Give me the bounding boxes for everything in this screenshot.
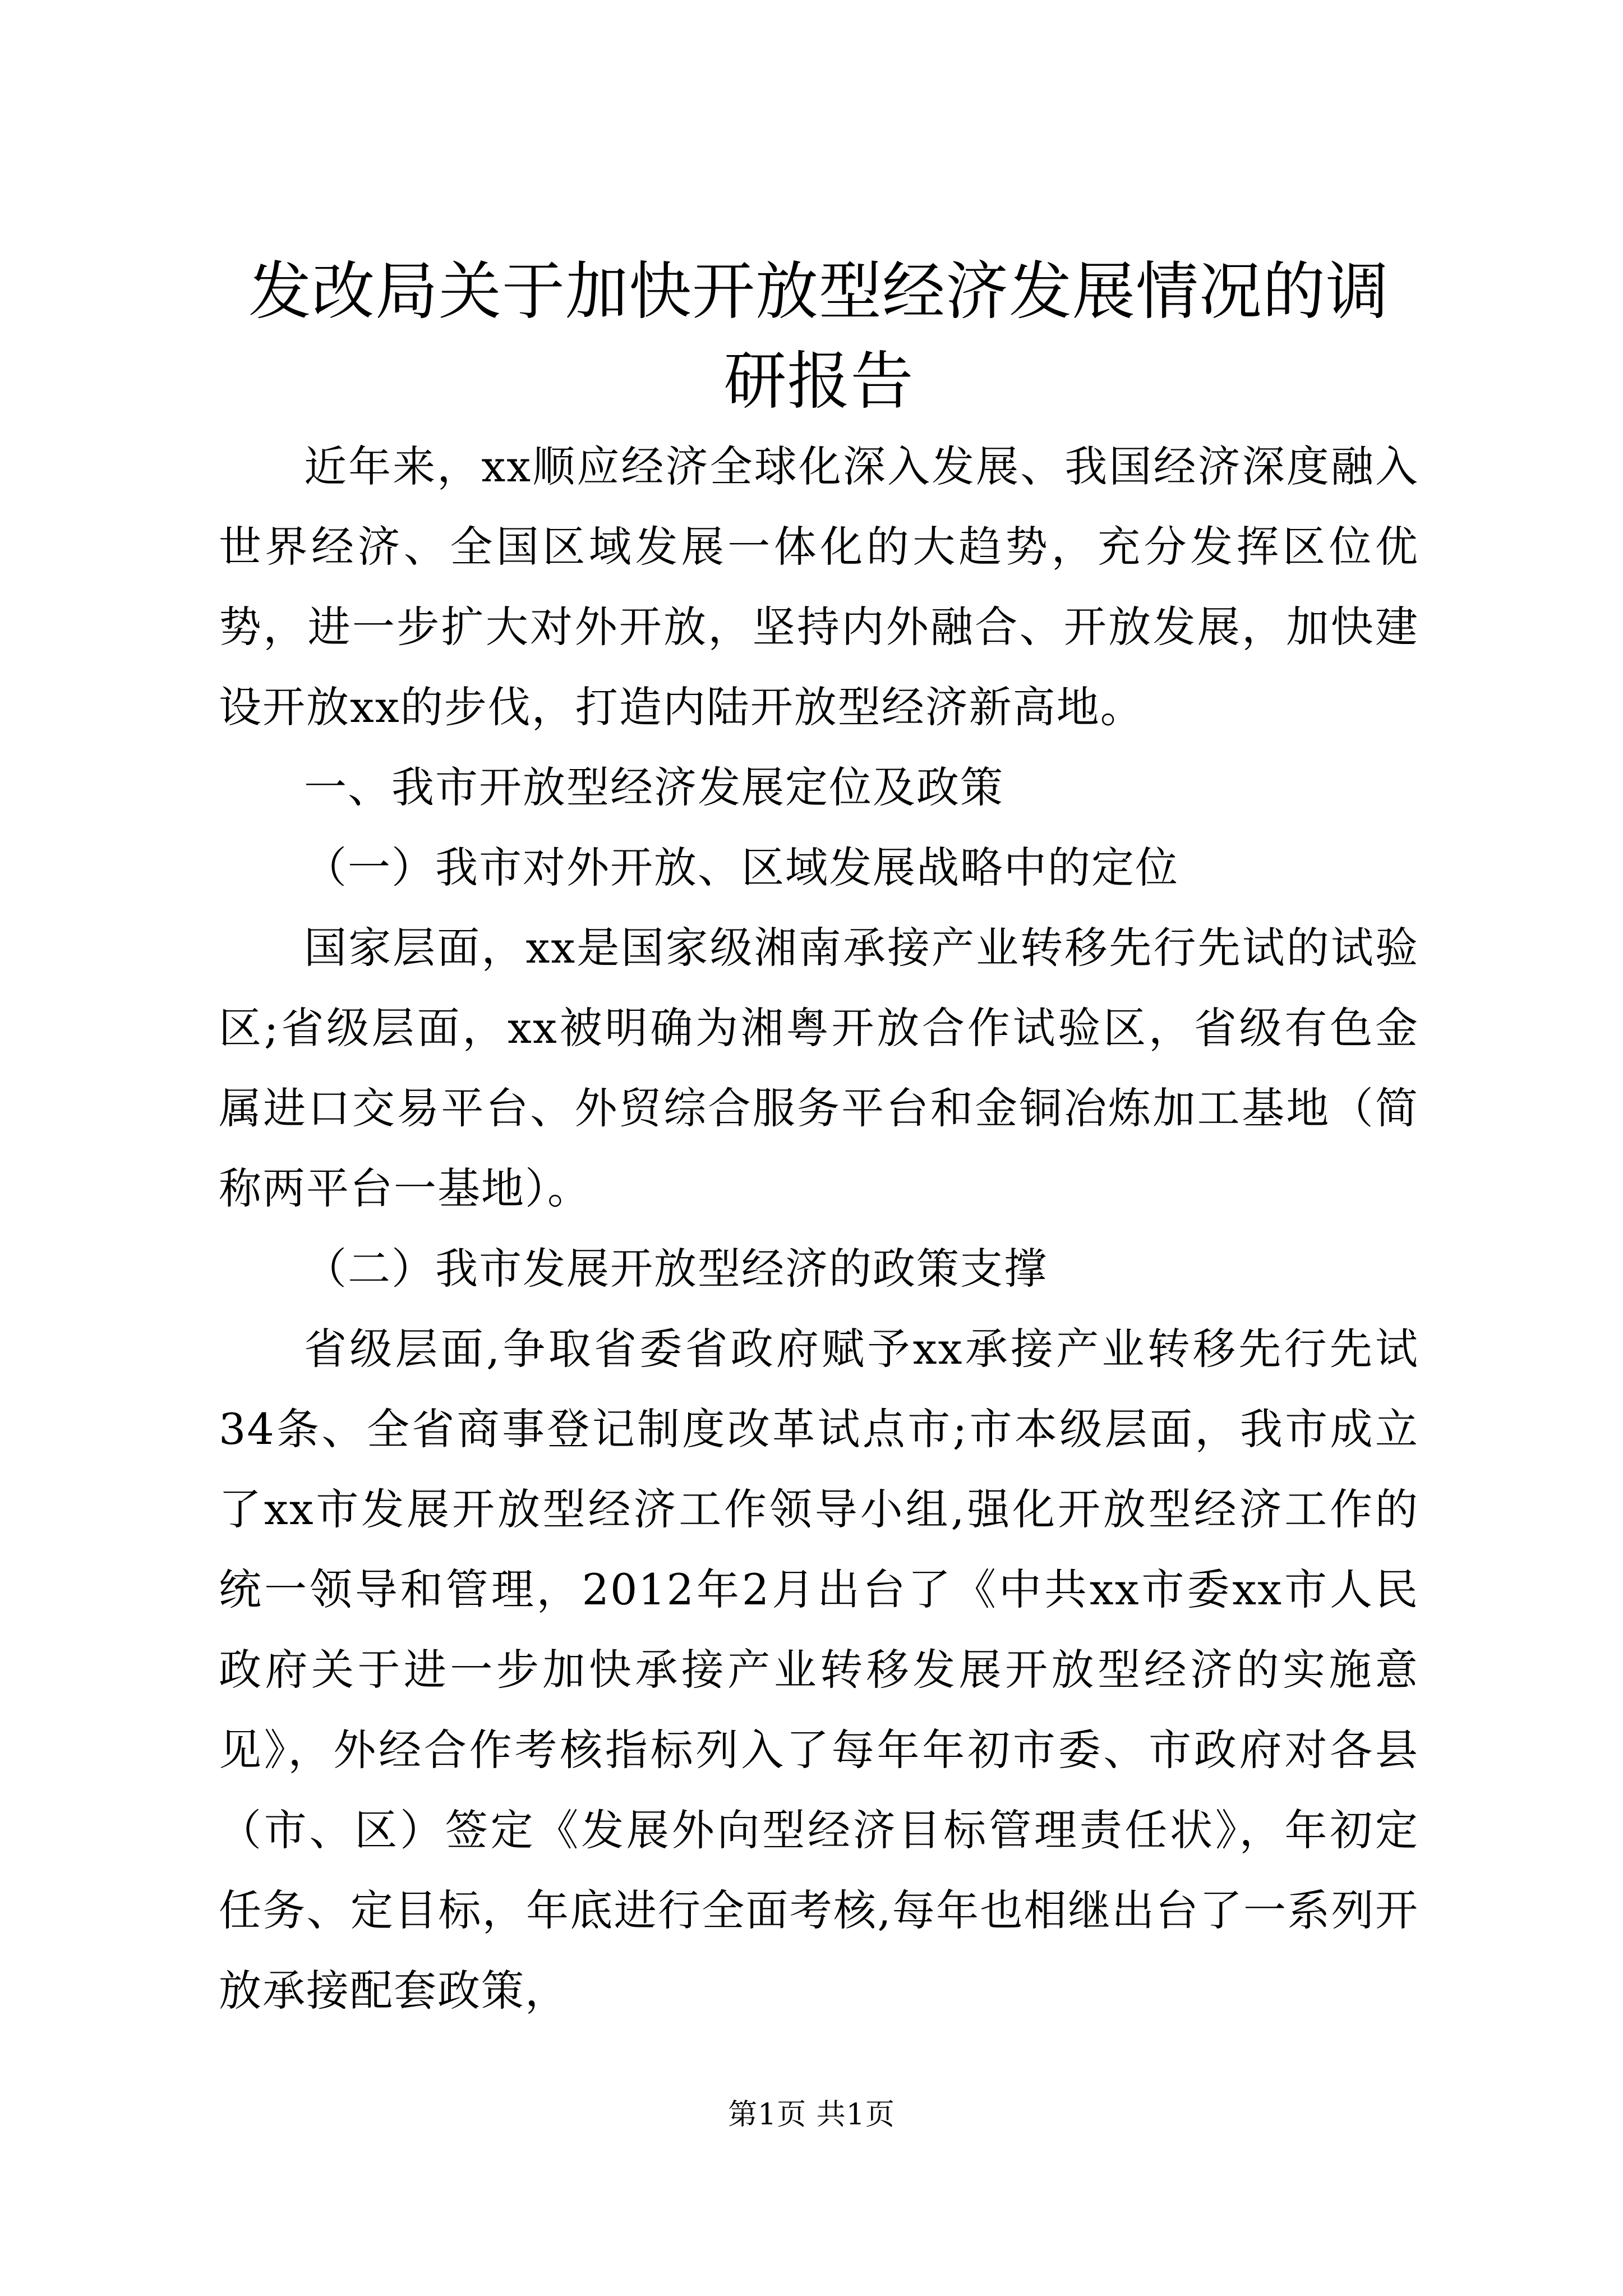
page-number-footer: 第1页 共1页: [728, 2098, 895, 2132]
section-heading-1: 一、我市开放型经济发展定位及政策: [304, 762, 1004, 812]
subsection-heading-2: （二）我市发展开放型经济的政策支撑: [304, 1244, 1048, 1294]
paragraph-policy: 省级层面,争取省委省政府赋予xx承接产业转移先行先试34条、全省商事登记制度改革试点市;市本级层面，我市成立了xx市发展开放型经济工作领导小组,强化开放型经济工作的统一领导和管理，2012年2月出台了《中共xx市委xx市人民政府关于进一步加快承接产业转移发展开放型经济的实施意见》，外经合作考核指标列入了每年年初市委、市政府对各县（市、区）签定《发展外向型经济目标管理责任状》，年初定任务、定目标，年底进行全面考核,每年也相继出台了一系列开放承接配套政策，: [219, 1324, 1419, 2016]
document-title: 发改局关于加快开放型经济发展情况的调研报告: [248, 255, 1389, 418]
document-body: [219, 247, 1419, 2031]
paragraph-intro: 近年来，xx顺应经济全球化深入发展、我国经济深度融入世界经济、全国区域发展一体化的大趋势，充分发挥区位优势，进一步扩大对外开放，坚持内外融合、开放发展，加快建设开放xx的步伐，打造内陆开放型经济新高地。: [219, 441, 1419, 732]
subsection-heading-1: （一）我市对外开放、区域发展战略中的定位: [304, 843, 1179, 892]
paragraph-positioning: 国家层面，xx是国家级湘南承接产业转移先行先试的试验区;省级层面，xx被明确为湘粤开放合作试验区，省级有色金属进口交易平台、外贸综合服务平台和金铜冶炼加工基地（简称两平台一基地）。: [219, 923, 1419, 1213]
